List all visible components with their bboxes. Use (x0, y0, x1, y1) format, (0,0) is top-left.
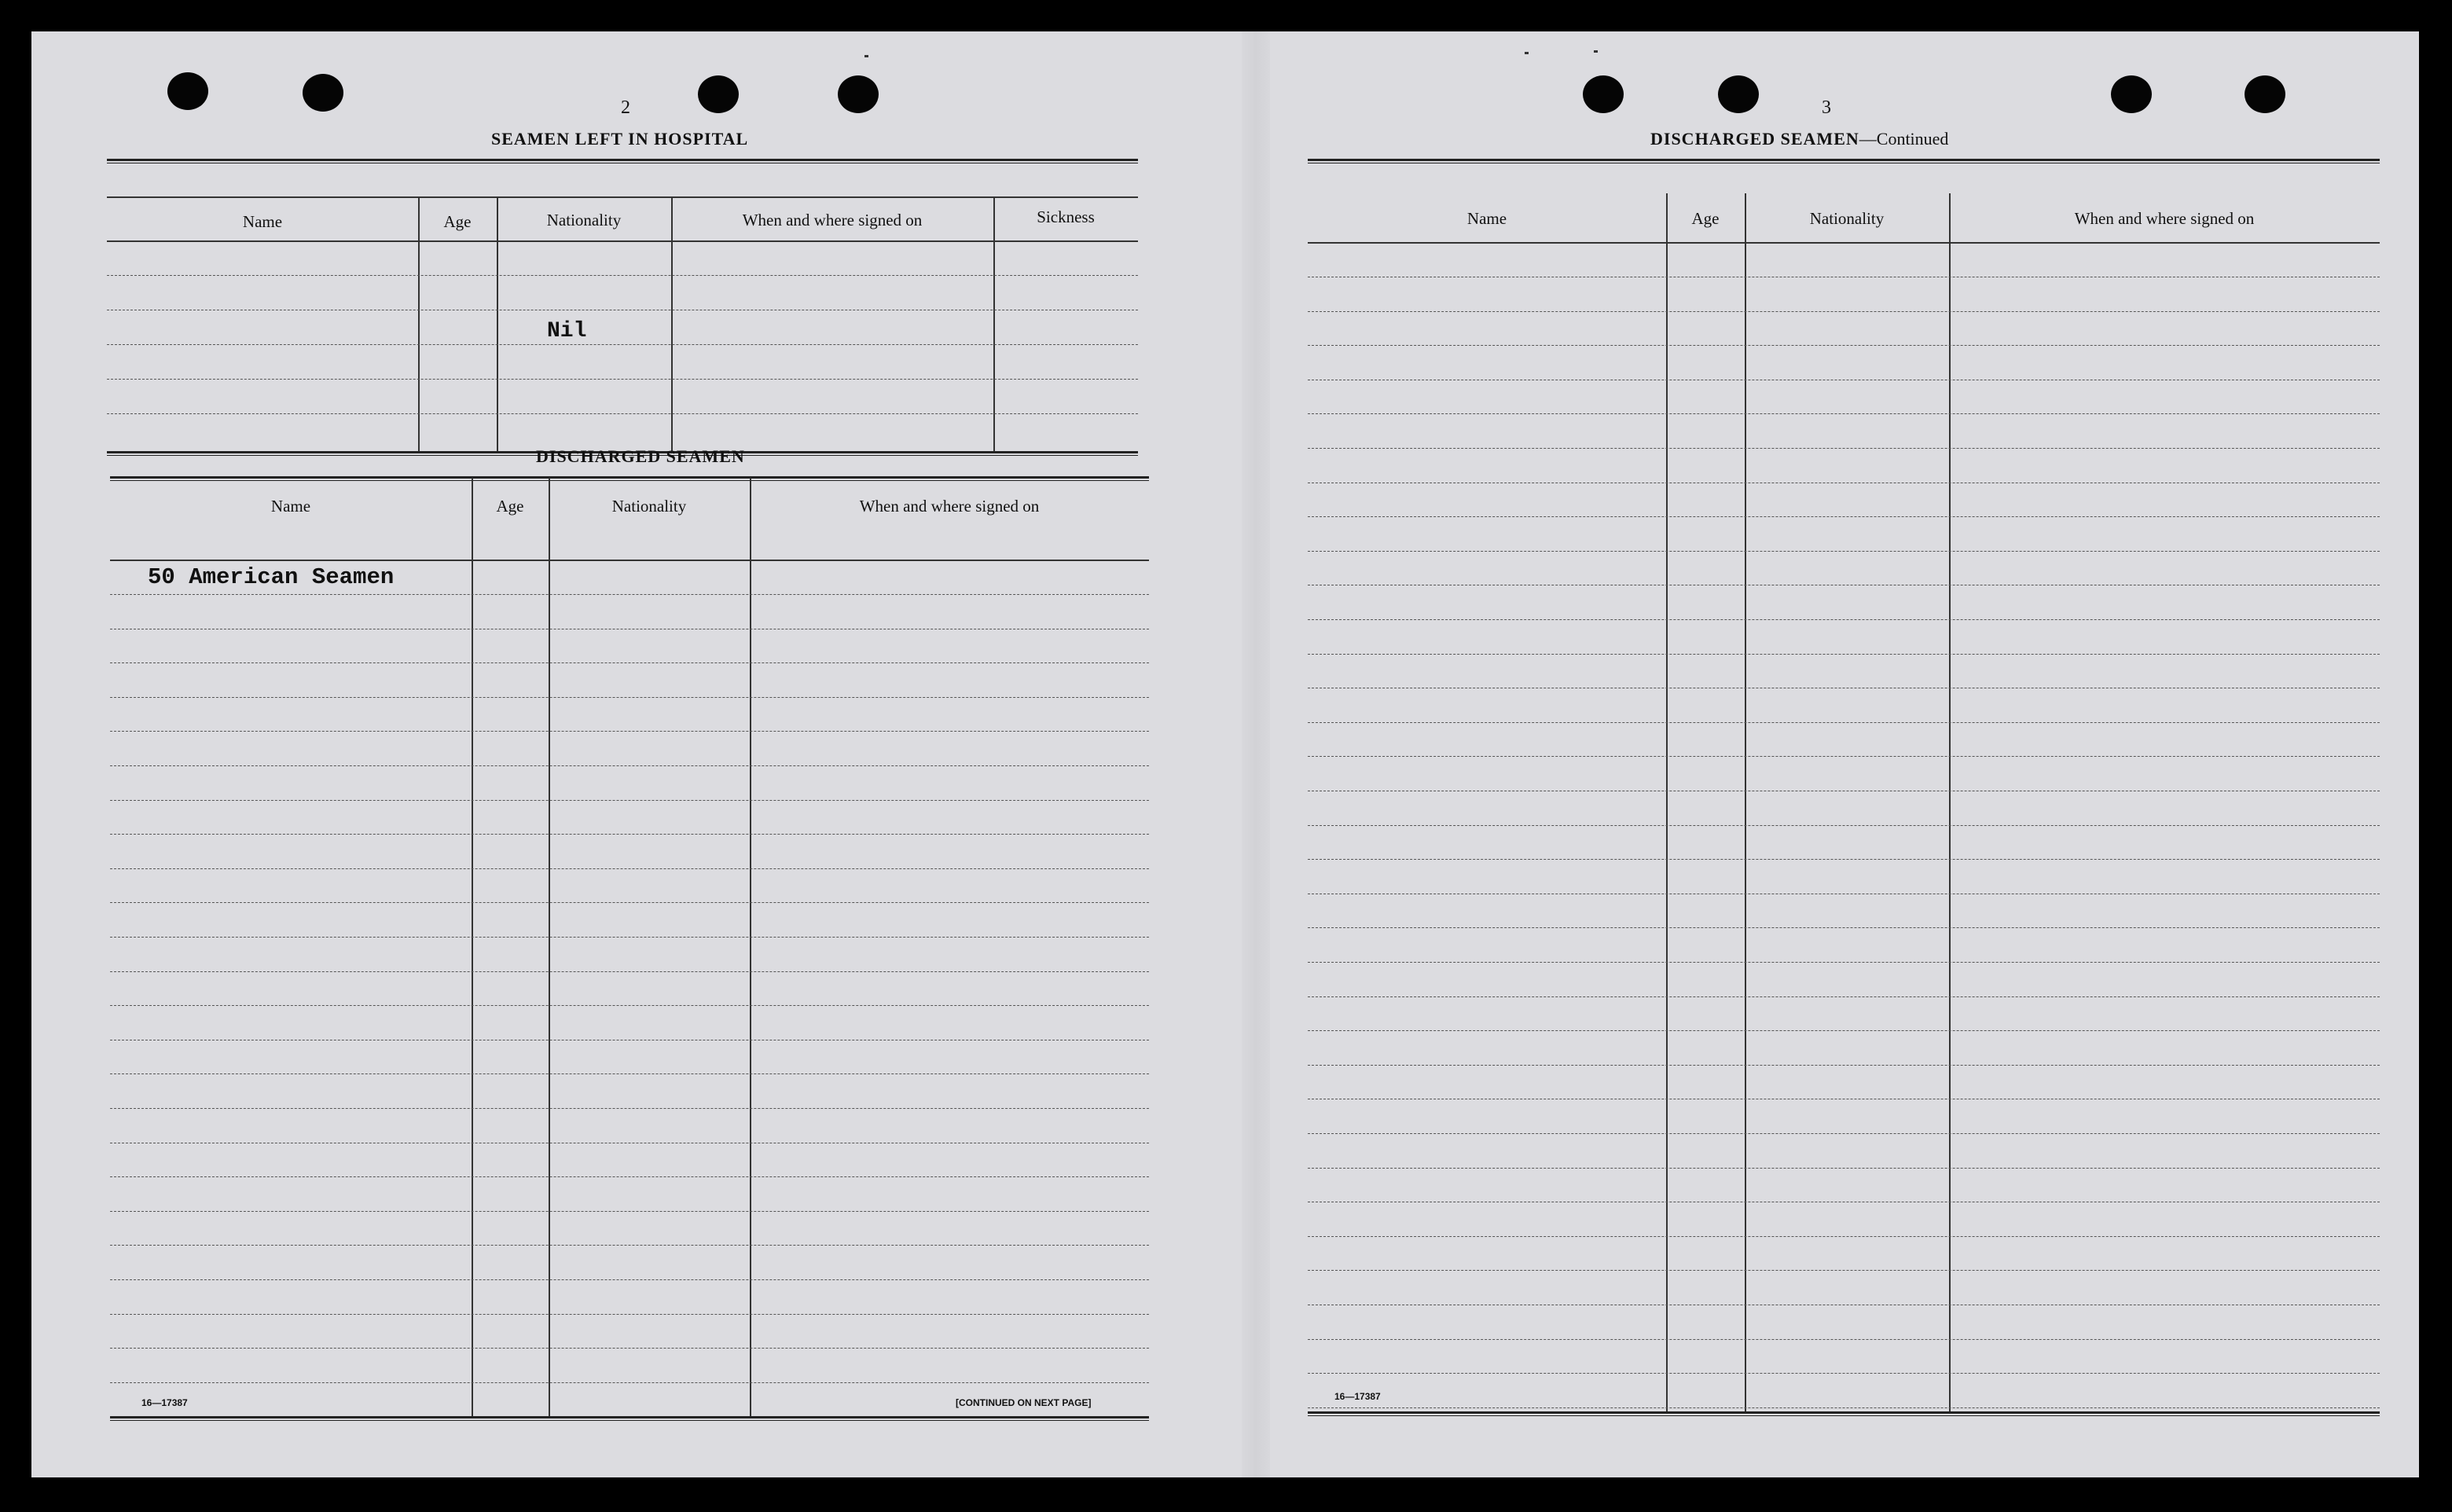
column-header: Age (443, 212, 472, 231)
column-header: Nationality (1809, 209, 1885, 228)
row-line (1308, 722, 2380, 723)
page-number-right: 3 (1822, 97, 1831, 118)
punch-hole (2111, 75, 2152, 113)
column-header: Age (496, 497, 524, 516)
document-spread (31, 31, 2419, 1477)
page-gutter (1242, 31, 1270, 1477)
row-line (1308, 1407, 2380, 1408)
row-line (110, 1314, 1149, 1315)
row-line (110, 1382, 1149, 1383)
row-line (110, 1108, 1149, 1109)
form-number-left: 16—17387 (141, 1397, 188, 1408)
column-header: When and where signed on (742, 211, 923, 229)
discharged-continued-title (1650, 129, 1948, 149)
punch-hole (698, 75, 739, 113)
hospital-table (107, 159, 1138, 457)
table-header-rule (110, 560, 1149, 561)
form-number-right: 16—17387 (1334, 1391, 1381, 1402)
column-divider (1745, 193, 1746, 1413)
row-line (110, 1176, 1149, 1177)
row-line (1308, 516, 2380, 517)
row-line (110, 1073, 1149, 1074)
row-line (107, 413, 1138, 414)
continued-note: [CONTINUED ON NEXT PAGE] (956, 1397, 1092, 1408)
row-line (110, 868, 1149, 869)
row-line (1308, 859, 2380, 860)
column-divider (549, 478, 550, 1418)
speck (1525, 52, 1529, 54)
table-header-rule (107, 240, 1138, 242)
row-line (110, 1005, 1149, 1006)
row-line (110, 1279, 1149, 1280)
table-bottom-rule (110, 1416, 1149, 1421)
row-line (110, 800, 1149, 801)
punch-hole (167, 72, 208, 110)
row-line (110, 594, 1149, 595)
row-line (107, 275, 1138, 276)
column-header: Nationality (546, 211, 622, 229)
row-line (110, 902, 1149, 903)
row-line (1308, 413, 2380, 414)
column-header: Age (1691, 209, 1720, 228)
table-top-rule (107, 159, 1138, 163)
column-divider (472, 478, 473, 1418)
table-header-rule (107, 196, 1138, 198)
row-line (1308, 1030, 2380, 1031)
title-main: DISCHARGED SEAMEN (1650, 129, 1859, 149)
column-header: Nationality (611, 497, 687, 516)
row-line (1308, 551, 2380, 552)
column-divider (1666, 193, 1668, 1413)
row-line (110, 1211, 1149, 1212)
row-line (1308, 345, 2380, 346)
row-line (1308, 1065, 2380, 1066)
row-line (110, 937, 1149, 938)
hospital-section-title: SEAMEN LEFT IN HOSPITAL (491, 129, 749, 149)
row-line (1308, 962, 2380, 963)
column-divider (750, 478, 751, 1418)
discharged-table-right (1308, 159, 2380, 1419)
row-line (1308, 654, 2380, 655)
column-header: Sickness (1037, 207, 1095, 226)
speck (864, 55, 868, 57)
discharged-table-left (110, 476, 1149, 1427)
row-line (1308, 1236, 2380, 1237)
column-header: Name (242, 212, 283, 231)
punch-hole (303, 74, 343, 112)
row-line (1308, 1133, 2380, 1134)
row-line (1308, 927, 2380, 928)
row-line (107, 344, 1138, 345)
speck (1594, 50, 1598, 53)
column-header: Name (1466, 209, 1507, 228)
table-header-rule (1308, 242, 2380, 244)
row-line (110, 731, 1149, 732)
page-number-left: 2 (621, 97, 630, 118)
table-top-rule (1308, 159, 2380, 163)
table-top-rule (110, 476, 1149, 481)
column-header: Name (270, 497, 311, 516)
row-line (110, 765, 1149, 766)
row-line (1308, 619, 2380, 620)
table-bottom-rule (1308, 1411, 2380, 1416)
row-line (1308, 1373, 2380, 1374)
row-line (110, 834, 1149, 835)
column-header: When and where signed on (2074, 209, 2255, 228)
row-line (1308, 448, 2380, 449)
row-line (1308, 1168, 2380, 1169)
discharged-section-title: DISCHARGED SEAMEN (536, 446, 745, 466)
row-line (110, 697, 1149, 698)
row-line (1308, 311, 2380, 312)
row-line (110, 662, 1149, 663)
row-line (1308, 756, 2380, 757)
title-continued: —Continued (1859, 129, 1949, 149)
row-line (110, 971, 1149, 972)
row-line (1308, 1339, 2380, 1340)
discharged-entry: 50 American Seamen (148, 564, 395, 590)
hospital-entry: Nil (547, 319, 587, 343)
row-line (1308, 825, 2380, 826)
column-divider (1949, 193, 1951, 1413)
row-line (1308, 996, 2380, 997)
row-line (107, 379, 1138, 380)
punch-hole (1583, 75, 1624, 113)
punch-hole (838, 75, 879, 113)
row-line (110, 1348, 1149, 1349)
punch-hole (2245, 75, 2285, 113)
row-line (1308, 1270, 2380, 1271)
punch-hole (1718, 75, 1759, 113)
column-header: When and where signed on (859, 497, 1040, 516)
row-line (110, 1245, 1149, 1246)
